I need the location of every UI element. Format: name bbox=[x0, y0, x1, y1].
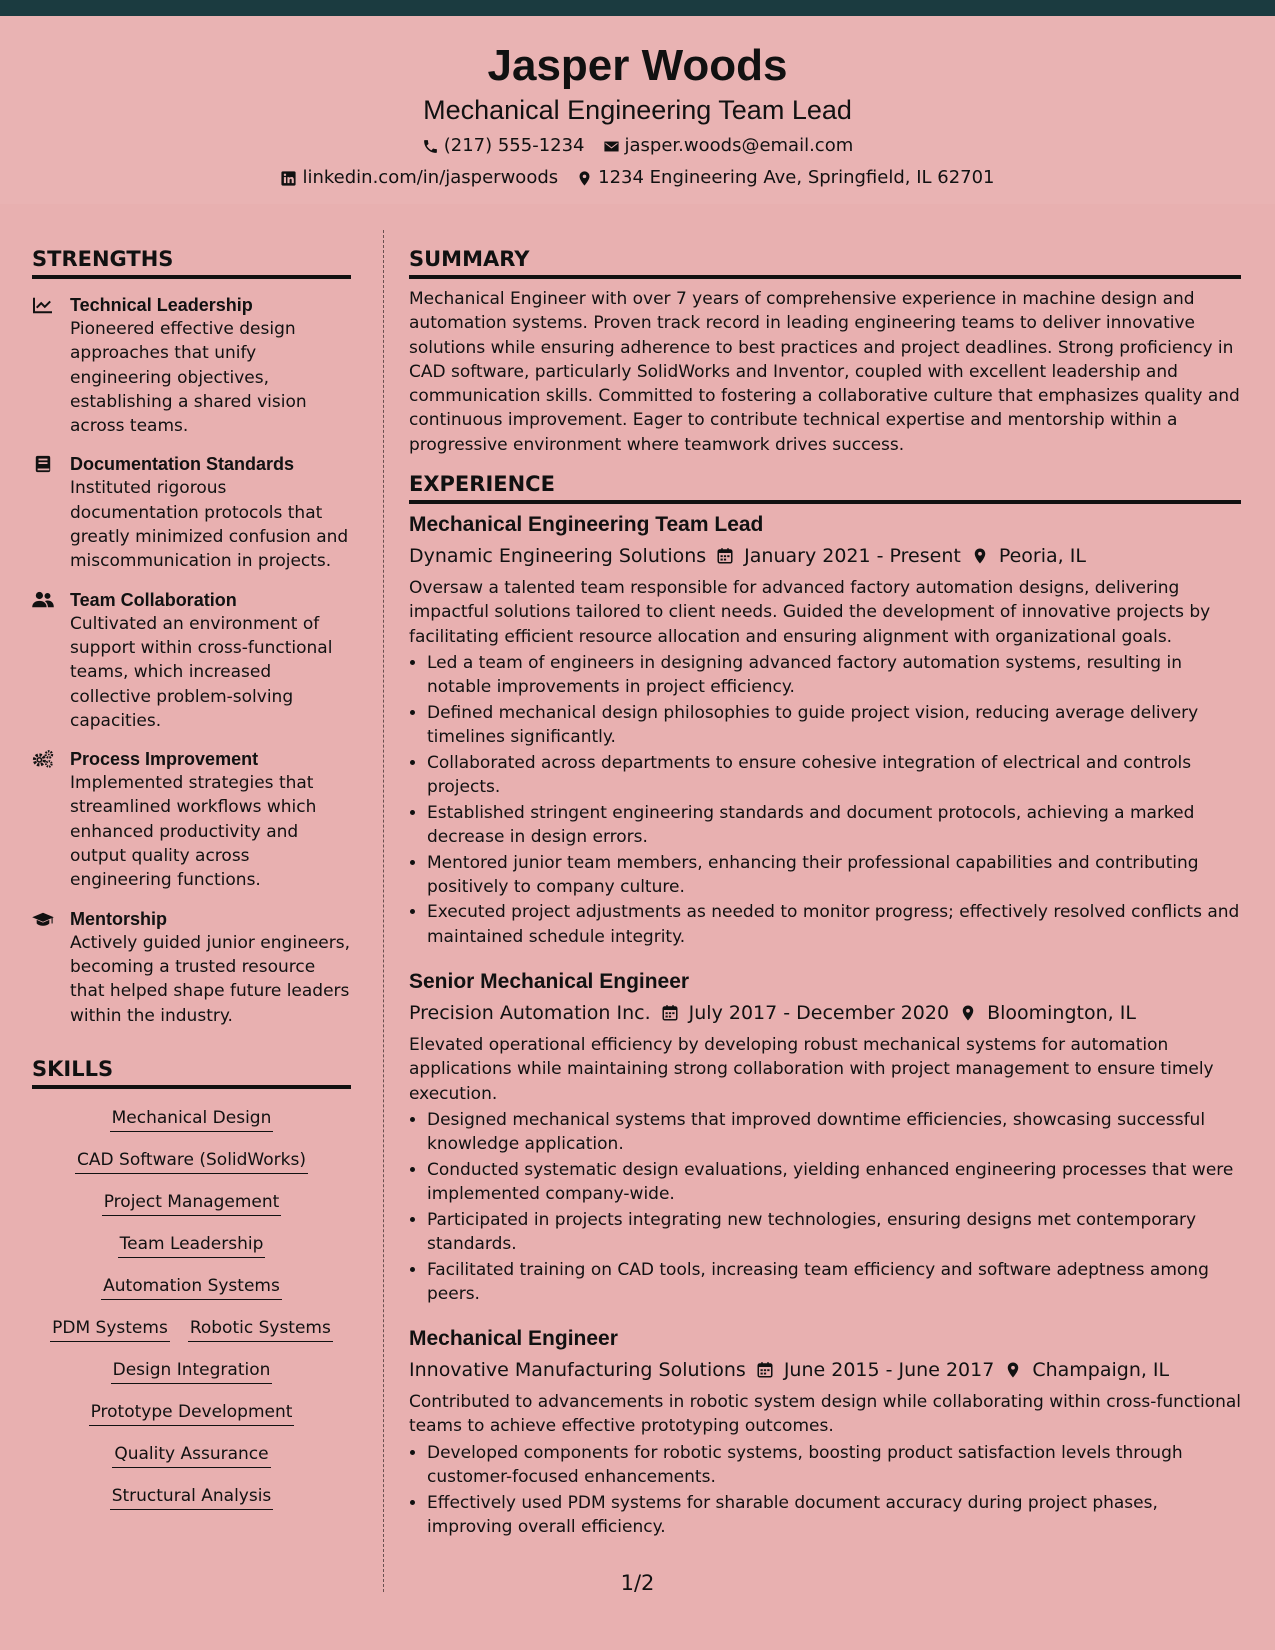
map-pin-icon bbox=[971, 547, 989, 565]
skill-tag: Prototype Development bbox=[89, 1399, 295, 1426]
bullet-item: • Conducted systematic design evaluations, yielding enhanced engineering processes that were implemented company-wide. bbox=[427, 1158, 1241, 1207]
page-number: 1/2 bbox=[620, 1571, 655, 1595]
bullet-item: • Executed project adjustments as needed to monitor progress; effectively resolved conflicts and maintained schedule integrity. bbox=[427, 900, 1241, 949]
phone-icon bbox=[422, 138, 439, 155]
job-bullets bbox=[409, 1441, 1241, 1539]
map-pin-icon bbox=[1004, 1361, 1022, 1379]
contact-row-2 bbox=[0, 166, 1275, 190]
strength-item bbox=[32, 293, 351, 438]
strength-name: Mentorship bbox=[70, 908, 167, 929]
resume-header bbox=[0, 16, 1275, 204]
strength-desc: Pioneered effective design approaches that unify engineering objectives, establishing a shared vision across teams. bbox=[70, 319, 307, 437]
users-icon bbox=[32, 591, 54, 609]
strength-item bbox=[32, 588, 351, 733]
job-title: Senior Mechanical Engineer bbox=[409, 970, 690, 994]
job-location: Champaign, IL bbox=[1032, 1359, 1170, 1382]
strength-desc: Actively guided junior engineers, becoming a trusted resource that helped shape future leaders within the industry. bbox=[70, 932, 350, 1026]
job-entry bbox=[409, 1324, 1241, 1539]
envelope-icon bbox=[603, 138, 620, 155]
column-divider bbox=[383, 230, 384, 1592]
bullet-item: • Designed mechanical systems that improved downtime efficiencies, showcasing successful knowledge application. bbox=[427, 1108, 1241, 1157]
job-location: Bloomington, IL bbox=[987, 1002, 1136, 1025]
bullet-item: • Facilitated training on CAD tools, increasing team efficiency and software adeptness among peers. bbox=[427, 1258, 1241, 1307]
bullet-item: • Developed components for robotic systems, boosting product satisfaction levels through customer-focused enhancements. bbox=[427, 1441, 1241, 1490]
map-pin-icon bbox=[576, 170, 593, 187]
address-item bbox=[576, 166, 994, 190]
strength-name: Process Improvement bbox=[70, 749, 259, 770]
strength-name: Documentation Standards bbox=[70, 454, 295, 475]
experience-heading: EXPERIENCE bbox=[409, 469, 1241, 504]
bullet-item: • Participated in projects integrating new technologies, ensuring designs met contemporary standards. bbox=[427, 1208, 1241, 1257]
skills-heading: SKILLS bbox=[32, 1054, 351, 1089]
strength-desc: Cultivated an environment of support within cross-functional teams, which increased collective problem-solving capacities. bbox=[70, 613, 333, 731]
strength-name: Team Collaboration bbox=[70, 589, 237, 610]
gears-icon bbox=[32, 750, 54, 768]
phone-item bbox=[422, 134, 585, 158]
bullet-item: • Led a team of engineers in designing advanced factory automation systems, resulting in notable improvements in project efficiency. bbox=[427, 651, 1241, 700]
linkedin-icon bbox=[280, 170, 297, 187]
map-pin-icon bbox=[959, 1004, 977, 1022]
skill-tag: Quality Assurance bbox=[112, 1441, 270, 1468]
skill-tag: Design Integration bbox=[111, 1357, 273, 1384]
skill-tag: Team Leadership bbox=[118, 1231, 266, 1258]
strength-item bbox=[32, 747, 351, 892]
phone-text: (217) 555-1234 bbox=[443, 135, 585, 156]
job-meta bbox=[409, 1356, 1241, 1384]
bullet-item: • Established stringent engineering standards and document protocols, achieving a marked decrease in design errors. bbox=[427, 801, 1241, 850]
linkedin-item[interactable] bbox=[280, 166, 558, 190]
strengths-heading: STRENGTHS bbox=[32, 244, 351, 279]
skill-tag: Mechanical Design bbox=[110, 1105, 274, 1132]
job-entry bbox=[409, 967, 1241, 1306]
job-company: Dynamic Engineering Solutions bbox=[409, 545, 707, 568]
chart-line-icon bbox=[32, 296, 54, 314]
email-text: jasper.woods@email.com bbox=[624, 135, 854, 156]
strength-item bbox=[32, 907, 351, 1028]
contact-row-1 bbox=[0, 134, 1275, 158]
job-description: Contributed to advancements in robotic system design while collaborating within cross-functional teams to achieve effective prototyping outcomes. bbox=[409, 1392, 1241, 1437]
job-title: Mechanical Engineering Team Lead bbox=[409, 513, 764, 537]
job-meta bbox=[409, 999, 1241, 1027]
graduation-cap-icon bbox=[32, 910, 54, 928]
job-title: Mechanical Engineer bbox=[409, 1327, 618, 1351]
candidate-title: Mechanical Engineering Team Lead bbox=[423, 95, 852, 125]
calendar-icon bbox=[716, 547, 734, 565]
summary-heading: SUMMARY bbox=[409, 244, 1241, 279]
skill-tag: CAD Software (SolidWorks) bbox=[75, 1147, 308, 1174]
job-dates: July 2017 - December 2020 bbox=[688, 1002, 950, 1025]
bullet-item: • Collaborated across departments to ensure cohesive integration of electrical and controls projects. bbox=[427, 751, 1241, 800]
summary-text: Mechanical Engineer with over 7 years of comprehensive experience in machine design and automation systems. Proven track record in leading engineering teams to deliver innovative solutions while ensuring adherence to best practices and project deadlines. Strong proficiency in CAD software, particularly SolidWorks and Inventor, coupled with excellent leadership and communication skills. Committed to fostering a collaborative culture that emphasizes quality and continuous improvement. Eager to contribute technical expertise and mentorship within a progressive environment where teamwork drives success. bbox=[409, 289, 1240, 455]
skill-tag: Robotic Systems bbox=[188, 1315, 333, 1342]
strength-desc: Implemented strategies that streamlined workflows which enhanced productivity and output quality across engineering functions. bbox=[70, 773, 317, 891]
linkedin-text: linkedin.com/in/jasperwoods bbox=[302, 167, 559, 188]
job-company: Precision Automation Inc. bbox=[409, 1002, 651, 1025]
skill-tag: Structural Analysis bbox=[110, 1483, 274, 1510]
job-entry bbox=[409, 510, 1241, 949]
strength-item bbox=[32, 452, 351, 573]
right-column bbox=[409, 244, 1241, 1539]
job-bullets bbox=[409, 1108, 1241, 1306]
bullet-item: • Effectively used PDM systems for sharable document accuracy during project phases, improving overall efficiency. bbox=[427, 1491, 1241, 1540]
job-meta bbox=[409, 542, 1241, 570]
job-location: Peoria, IL bbox=[998, 545, 1086, 568]
job-dates: June 2015 - June 2017 bbox=[783, 1359, 995, 1382]
top-bar bbox=[0, 0, 1275, 16]
bullet-item: • Defined mechanical design philosophies to guide project vision, reducing average delivery timelines significantly. bbox=[427, 701, 1241, 750]
skill-tag: Project Management bbox=[102, 1189, 282, 1216]
candidate-name: Jasper Woods bbox=[487, 41, 788, 90]
bullet-item: • Mentored junior team members, enhancing their professional capabilities and contributing positively to company culture. bbox=[427, 851, 1241, 900]
job-bullets bbox=[409, 651, 1241, 949]
address-text: 1234 Engineering Ave, Springfield, IL 62701 bbox=[598, 167, 995, 188]
job-description: Oversaw a talented team responsible for advanced factory automation designs, delivering impactful solutions tailored to client needs. Guided the development of innovative projects by facilitating efficient resource allocation and ensuring alignment with organizational goals. bbox=[409, 578, 1211, 647]
calendar-icon bbox=[756, 1361, 774, 1379]
book-icon bbox=[32, 455, 54, 473]
job-dates: January 2021 - Present bbox=[744, 545, 961, 568]
calendar-icon bbox=[661, 1004, 679, 1022]
left-column bbox=[32, 244, 351, 1510]
strength-name: Technical Leadership bbox=[70, 295, 253, 315]
skills-list bbox=[32, 1105, 351, 1510]
email-item[interactable] bbox=[603, 134, 854, 158]
skill-tag: Automation Systems bbox=[101, 1273, 282, 1300]
skill-tag: PDM Systems bbox=[50, 1315, 170, 1342]
strength-desc: Instituted rigorous documentation protocols that greatly minimized confusion and miscommunication in projects. bbox=[70, 478, 349, 572]
job-description: Elevated operational efficiency by developing robust mechanical systems for automation applications while maintaining strong collaboration with project management to ensure timely execution. bbox=[409, 1035, 1214, 1104]
job-company: Innovative Manufacturing Solutions bbox=[409, 1359, 746, 1382]
